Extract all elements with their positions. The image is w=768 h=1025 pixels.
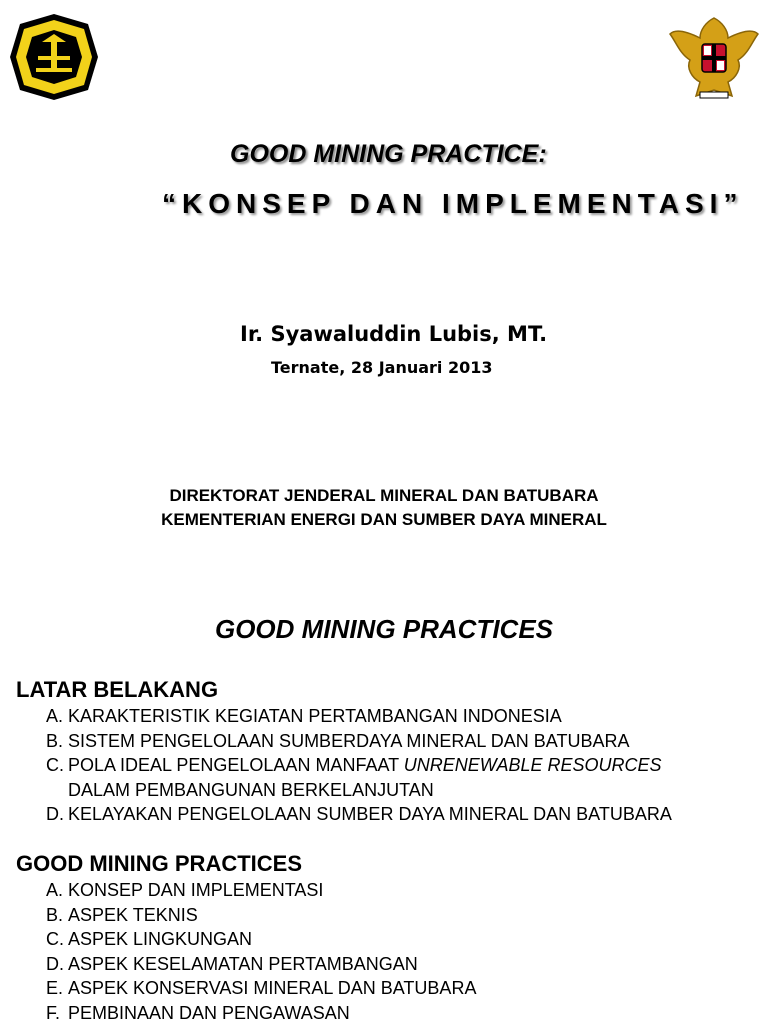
esdm-logo-icon xyxy=(8,12,100,102)
org-ministry: KEMENTERIAN ENERGI DAN SUMBER DAYA MINERAL xyxy=(0,510,768,530)
section-heading: GOOD MINING PRACTICES xyxy=(16,850,766,878)
agenda-slide xyxy=(0,588,768,1024)
section-heading: LATAR BELAKANG xyxy=(16,676,766,704)
list-item: C. ASPEK LINGKUNGAN xyxy=(16,927,766,952)
author-name: Ir. Syawaluddin Lubis, MT. xyxy=(240,322,547,346)
section-latar-belakang xyxy=(16,676,766,827)
presentation-title: GOOD MINING PRACTICE: xyxy=(0,140,768,169)
presentation-subtitle: “KONSEP DAN IMPLEMENTASI” xyxy=(162,188,762,220)
list-item: B. ASPEK TEKNIS xyxy=(16,903,766,928)
section-good-mining-practices xyxy=(16,850,766,1025)
list-item: E. ASPEK KONSERVASI MINERAL DAN BATUBARA xyxy=(16,976,766,1001)
list-item: D. ASPEK KESELAMATAN PERTAMBANGAN xyxy=(16,952,766,977)
list-item: A. KONSEP DAN IMPLEMENTASI xyxy=(16,878,766,903)
list-item: A. KARAKTERISTIK KEGIATAN PERTAMBANGAN INDONESIA xyxy=(16,704,766,729)
list-item: B. SISTEM PENGELOLAAN SUMBERDAYA MINERAL DAN BATUBARA xyxy=(16,729,766,754)
section-list xyxy=(16,704,766,827)
agenda-title: GOOD MINING PRACTICES xyxy=(0,614,768,645)
org-directorate: DIREKTORAT JENDERAL MINERAL DAN BATUBARA xyxy=(0,486,768,506)
section-list xyxy=(16,878,766,1025)
list-item: F. PEMBINAAN DAN PENGAWASAN xyxy=(16,1001,766,1025)
list-item: C. POLA IDEAL PENGELOLAAN MANFAAT UNRENEWABLE RESOURCES DALAM PEMBANGUNAN BERKELANJUTAN xyxy=(16,753,766,802)
garuda-pancasila-icon xyxy=(666,12,762,104)
list-item: D. KELAYAKAN PENGELOLAAN SUMBER DAYA MINERAL DAN BATUBARA xyxy=(16,802,766,827)
place-date: Ternate, 28 Januari 2013 xyxy=(271,358,493,377)
